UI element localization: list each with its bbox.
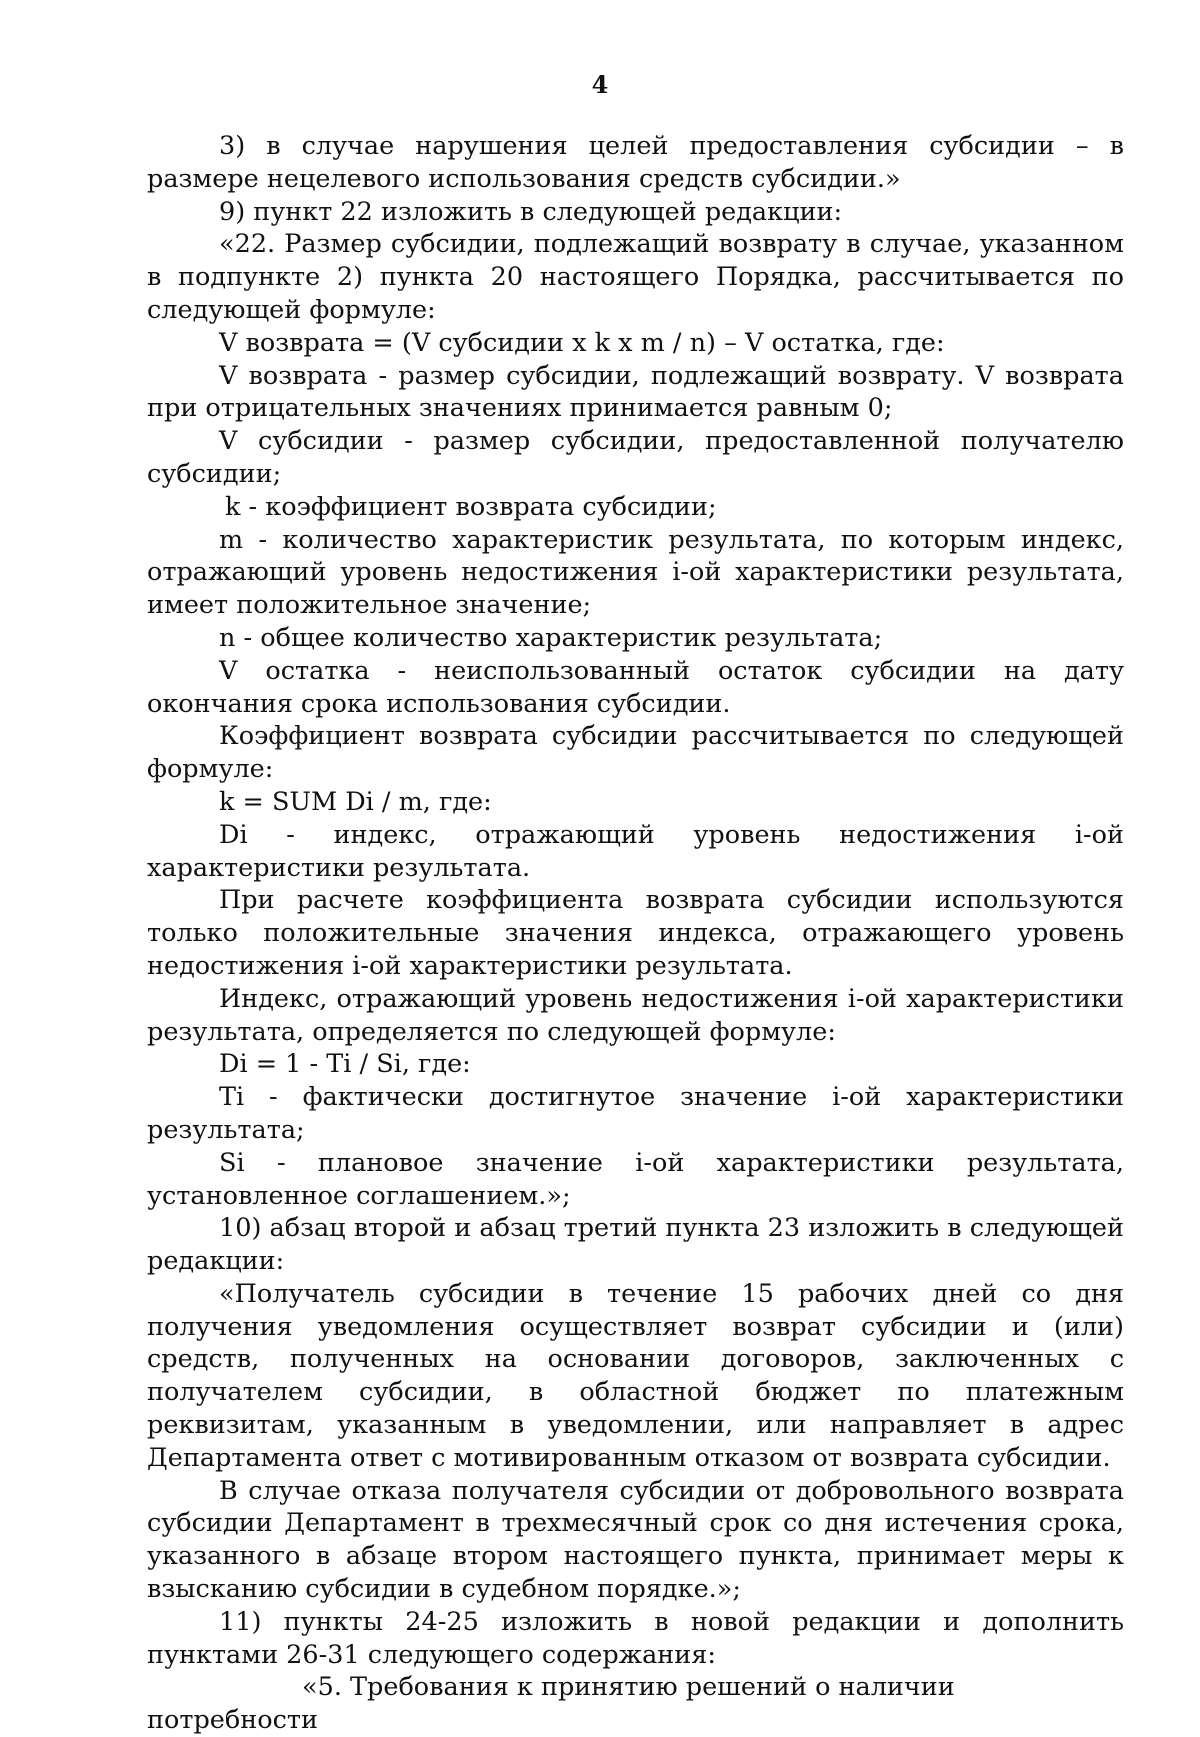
paragraph: Si - плановое значение i-ой характеристики результата, установленное соглашением.»;	[147, 1147, 1124, 1211]
section-heading: «5. Требования к принятию решений о наличии потребности	[147, 1672, 955, 1736]
paragraph: «22. Размер субсидии, подлежащий возврату в случае, указанном в подпункте 2) пункта 20 настоящего Порядка, рассчитывается по следующей формуле:	[147, 229, 1124, 325]
paragraph: Ti - фактически достигнутое значение i-ой характеристики результата;	[147, 1082, 1124, 1145]
paragraph: V возврата - размер субсидии, подлежащий возврату. V возврата при отрицательных значениях принимается равным 0;	[147, 360, 1124, 424]
formula-line: Di = 1 - Ti / Si, где:	[219, 1049, 471, 1080]
paragraph: V остатка - неиспользованный остаток субсидии на дату окончания срока использования субсидии.	[147, 655, 1124, 719]
paragraph: 11) пункты 24-25 изложить в новой редакции и дополнить пунктами 26-31 следующего содержания:	[147, 1606, 1124, 1670]
formula-line: V возврата = (V субсидии x k x m / n) – V остатка, где:	[219, 327, 945, 358]
page-number: 4	[591, 70, 609, 99]
paragraph: Коэффициент возврата субсидии рассчитывается по следующей формуле:	[147, 721, 1124, 785]
formula-line: k = SUM Di / m, где:	[219, 786, 492, 817]
paragraph: 3) в случае нарушения целей предоставления субсидии – в размере нецелевого использования средств субсидии.»	[147, 131, 1124, 194]
document-body	[147, 130, 1124, 1737]
paragraph: k - коэффициент возврата субсидии;	[225, 491, 717, 522]
paragraph: В случае отказа получателя субсидии от добровольного возврата субсидии Департамент в трехмесячный срок со дня истечения срока, указанного в абзаце втором настоящего пункта, принимает меры к взысканию субсидии в судебном порядке.»;	[147, 1475, 1124, 1605]
paragraph: 9) пункт 22 изложить в следующей редакции:	[219, 196, 843, 227]
paragraph: Индекс, отражающий уровень недостижения i-ой характеристики результата, определяется по следующей формуле:	[147, 983, 1124, 1047]
paragraph: n - общее количество характеристик результата;	[219, 622, 883, 653]
paragraph: При расчете коэффициента возврата субсидии используются только положительные значения индекса, отражающего уровень недостижения i-ой характеристики результата.	[147, 885, 1124, 981]
paragraph: V субсидии - размер субсидии, предоставленной получателю субсидии;	[147, 426, 1124, 489]
paragraph: 10) абзац второй и абзац третий пункта 23 изложить в следующей редакции:	[147, 1213, 1124, 1277]
paragraph: «Получатель субсидии в течение 15 рабочих дней со дня получения уведомления осуществляет возврат субсидии и (или) средств, полученных на основании договоров, заключенных с получателем субсидии, в областной бюджет по платежным реквизитам, указанным в уведомлении, или направляет в адрес Департамента ответ с мотивированным отказом от возврата субсидии.	[147, 1278, 1124, 1473]
paragraph: m - количество характеристик результата, по которым индекс, отражающий уровень недостижения i-ой характеристики результата, имеет положительное значение;	[147, 524, 1124, 621]
paragraph: Di - индекс, отражающий уровень недостижения i-ой характеристики результата.	[147, 819, 1124, 883]
